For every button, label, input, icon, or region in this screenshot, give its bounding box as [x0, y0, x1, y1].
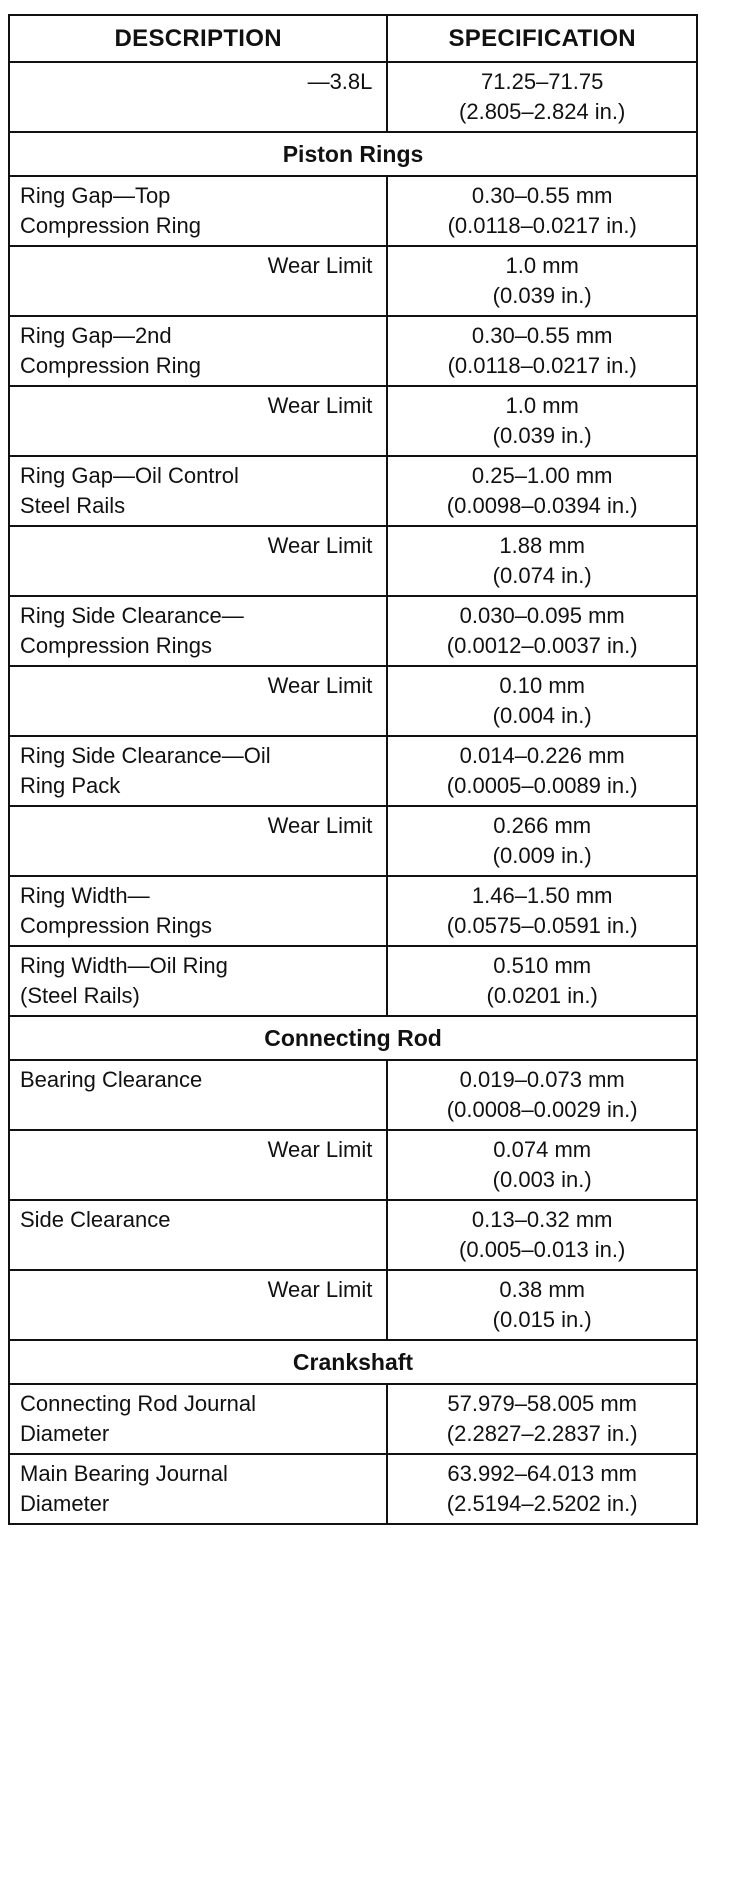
specification-cell — [387, 526, 697, 596]
imperial-value: (0.0008–0.0029 in.) — [446, 1097, 638, 1122]
imperial-value: (0.039 in.) — [492, 283, 592, 308]
section-title: Crankshaft — [9, 1340, 697, 1384]
section-header-row — [9, 1016, 697, 1060]
description-line: Wear Limit — [267, 533, 373, 558]
table-row — [9, 456, 697, 526]
metric-value: 1.0 mm — [505, 393, 579, 418]
description-line: Steel Rails — [20, 493, 126, 518]
description-cell — [9, 316, 387, 386]
description-cell — [9, 176, 387, 246]
description-cell — [9, 666, 387, 736]
imperial-value: (0.0201 in.) — [486, 983, 598, 1008]
description-cell — [9, 1130, 387, 1200]
description-cell — [9, 1200, 387, 1270]
metric-value: 0.30–0.55 mm — [471, 183, 613, 208]
section-header-row — [9, 1340, 697, 1384]
description-line: Diameter — [20, 1491, 110, 1516]
description-line: Wear Limit — [267, 393, 373, 418]
description-line: (Steel Rails) — [20, 983, 140, 1008]
specification-cell — [387, 876, 697, 946]
table-row — [9, 876, 697, 946]
table-row — [9, 316, 697, 386]
column-header-specification: SPECIFICATION — [387, 15, 697, 62]
imperial-value: (0.039 in.) — [492, 423, 592, 448]
specification-cell — [387, 1130, 697, 1200]
description-line: Wear Limit — [267, 813, 373, 838]
specification-cell — [387, 1384, 697, 1454]
section-title: Connecting Rod — [9, 1016, 697, 1060]
description-line: Ring Side Clearance—Oil — [20, 743, 271, 768]
description-line: Wear Limit — [267, 1277, 373, 1302]
specification-cell — [387, 456, 697, 526]
table-row — [9, 946, 697, 1016]
description-cell — [9, 1454, 387, 1524]
description-line: Wear Limit — [267, 1137, 373, 1162]
description-line: Compression Ring — [20, 213, 201, 238]
metric-value: 0.510 mm — [493, 953, 592, 978]
specification-cell — [387, 176, 697, 246]
description-line: Connecting Rod Journal — [20, 1391, 257, 1416]
table-header-row — [9, 15, 697, 62]
description-line: Main Bearing Journal — [20, 1461, 228, 1486]
metric-value: 0.019–0.073 mm — [459, 1067, 625, 1092]
description-line: Diameter — [20, 1421, 110, 1446]
description-cell — [9, 62, 387, 132]
metric-value: 63.992–64.013 mm — [447, 1461, 637, 1486]
description-cell — [9, 246, 387, 316]
description-line: Bearing Clearance — [20, 1067, 203, 1092]
description-line: Wear Limit — [267, 253, 373, 278]
table-body — [9, 62, 697, 1524]
metric-value: 0.13–0.32 mm — [471, 1207, 613, 1232]
description-cell — [9, 386, 387, 456]
section-title: Piston Rings — [9, 132, 697, 176]
description-line: Ring Gap—Oil Control — [20, 463, 239, 488]
imperial-value: (2.2827–2.2837 in.) — [446, 1421, 638, 1446]
specification-cell — [387, 736, 697, 806]
specification-cell — [387, 806, 697, 876]
description-line: Ring Gap—Top — [20, 183, 171, 208]
description-line: Side Clearance — [20, 1207, 171, 1232]
description-cell — [9, 1384, 387, 1454]
metric-value: 0.30–0.55 mm — [471, 323, 613, 348]
metric-value: 0.38 mm — [499, 1277, 585, 1302]
description-line: Compression Rings — [20, 913, 212, 938]
imperial-value: (0.0012–0.0037 in.) — [446, 633, 638, 658]
table-row — [9, 1454, 697, 1524]
table-row — [9, 246, 697, 316]
specification-cell — [387, 316, 697, 386]
imperial-value: (0.074 in.) — [492, 563, 592, 588]
metric-value: 1.0 mm — [505, 253, 579, 278]
table-row — [9, 1200, 697, 1270]
table-row — [9, 806, 697, 876]
table-row — [9, 62, 697, 132]
metric-value: 0.25–1.00 mm — [471, 463, 613, 488]
metric-value: 1.46–1.50 mm — [471, 883, 613, 908]
specification-table — [8, 14, 698, 1525]
description-line: Compression Ring — [20, 353, 201, 378]
description-cell — [9, 456, 387, 526]
metric-value: 57.979–58.005 mm — [447, 1391, 637, 1416]
metric-value: 0.014–0.226 mm — [459, 743, 625, 768]
table-row — [9, 1384, 697, 1454]
table-row — [9, 1060, 697, 1130]
specification-cell — [387, 666, 697, 736]
description-line: —3.8L — [307, 69, 373, 94]
specification-cell — [387, 386, 697, 456]
imperial-value: (0.015 in.) — [492, 1307, 592, 1332]
imperial-value: (0.005–0.013 in.) — [459, 1237, 626, 1262]
description-cell — [9, 736, 387, 806]
table-row — [9, 736, 697, 806]
specification-cell — [387, 246, 697, 316]
specification-cell — [387, 62, 697, 132]
imperial-value: (0.0098–0.0394 in.) — [446, 493, 638, 518]
metric-value: 0.266 mm — [493, 813, 592, 838]
imperial-value: (0.0005–0.0089 in.) — [446, 773, 638, 798]
description-line: Ring Side Clearance— — [20, 603, 244, 628]
imperial-value: (0.009 in.) — [492, 843, 592, 868]
description-line: Ring Gap—2nd — [20, 323, 172, 348]
imperial-value: (0.0118–0.0217 in.) — [447, 353, 637, 378]
description-cell — [9, 876, 387, 946]
table-row — [9, 1270, 697, 1340]
description-cell — [9, 806, 387, 876]
description-cell — [9, 526, 387, 596]
description-cell — [9, 1270, 387, 1340]
table-row — [9, 386, 697, 456]
specification-cell — [387, 1270, 697, 1340]
specification-cell — [387, 1454, 697, 1524]
description-cell — [9, 596, 387, 666]
metric-value: 71.25–71.75 — [481, 69, 604, 94]
imperial-value: (0.003 in.) — [492, 1167, 592, 1192]
table-row — [9, 526, 697, 596]
imperial-value: (0.0118–0.0217 in.) — [447, 213, 637, 238]
specification-cell — [387, 946, 697, 1016]
table-row — [9, 596, 697, 666]
description-line: Wear Limit — [267, 673, 373, 698]
imperial-value: (2.805–2.824 in.) — [459, 99, 626, 124]
specification-cell — [387, 1200, 697, 1270]
imperial-value: (0.004 in.) — [492, 703, 592, 728]
table-row — [9, 666, 697, 736]
description-line: Ring Width— — [20, 883, 150, 908]
description-line: Ring Pack — [20, 773, 121, 798]
column-header-description: DESCRIPTION — [9, 15, 387, 62]
section-header-row — [9, 132, 697, 176]
table-row — [9, 1130, 697, 1200]
description-cell — [9, 1060, 387, 1130]
table-row — [9, 176, 697, 246]
imperial-value: (0.0575–0.0591 in.) — [446, 913, 638, 938]
imperial-value: (2.5194–2.5202 in.) — [446, 1491, 638, 1516]
description-line: Ring Width—Oil Ring — [20, 953, 228, 978]
metric-value: 0.10 mm — [499, 673, 585, 698]
specification-cell — [387, 1060, 697, 1130]
metric-value: 0.030–0.095 mm — [459, 603, 625, 628]
metric-value: 0.074 mm — [493, 1137, 592, 1162]
description-cell — [9, 946, 387, 1016]
description-line: Compression Rings — [20, 633, 212, 658]
metric-value: 1.88 mm — [499, 533, 585, 558]
spec-page — [8, 14, 698, 1525]
specification-cell — [387, 596, 697, 666]
